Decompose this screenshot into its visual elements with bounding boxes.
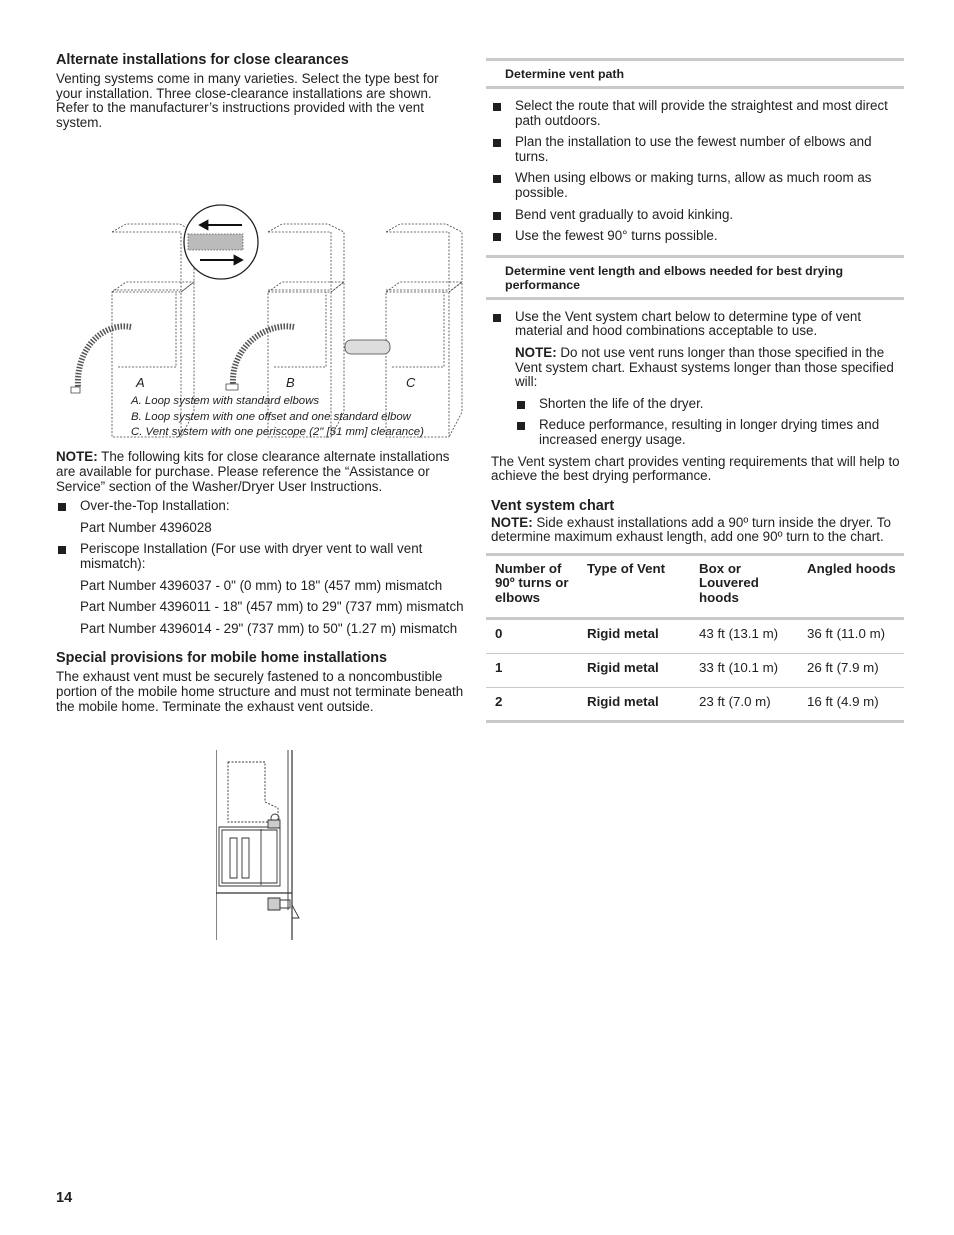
- cell-turns: 1: [486, 653, 578, 687]
- vent-path-item: Use the fewest 90° turns possible.: [491, 229, 904, 244]
- figure-label-a: A: [136, 375, 145, 391]
- vent-chart-heading: Vent system chart: [491, 497, 615, 514]
- periscope-part-3: Part Number 4396014 - 29" (737 mm) to 50" (1.27 m) mismatch: [80, 620, 458, 636]
- figure-captions: [131, 394, 424, 440]
- kit-over-the-top-part: Part Number 4396028: [80, 519, 212, 535]
- note-label: NOTE:: [515, 344, 557, 360]
- vent-system-table: [486, 553, 904, 723]
- note-text: The following kits for close clearance alternate installations are available for purchase. Please reference the “Assistance or Service” section of the Washer/Dryer User Instructions.: [56, 449, 450, 494]
- periscope-part-2: Part Number 4396011 - 18" (457 mm) to 29" (737 mm) mismatch: [80, 599, 464, 615]
- alternate-installations-intro: Venting systems come in many varieties. Select the type best for your installation. Three close-clearance installations are shown. Refer to the manufacturer’s instructions provided with the vent system.: [56, 71, 439, 130]
- cell-vent-type: Rigid metal: [578, 653, 690, 687]
- note-text: Side exhaust installations add a 90º turn inside the dryer. To determine maximum exhaust length, add one 90º turn to the chart.: [491, 514, 891, 545]
- figure-label-b: B: [286, 375, 295, 391]
- header-vent-type: Type of Vent: [578, 554, 690, 619]
- chart-intro: The Vent system chart provides venting requirements that will help to achieve the best drying performance.: [491, 453, 900, 484]
- vent-path-heading: Determine vent path: [505, 67, 625, 81]
- kits-note: [56, 450, 466, 494]
- vent-path-heading-box: [486, 58, 904, 89]
- cell-angled-hoods: 36 ft (11.0 m): [798, 619, 904, 654]
- cell-vent-type: Rigid metal: [578, 619, 690, 654]
- vent-path-item: Bend vent gradually to avoid kinking.: [491, 208, 904, 223]
- caption-b: B. Loop system with one offset and one standard elbow: [131, 410, 411, 423]
- kit-periscope: Periscope Installation (For use with dryer vent to wall vent mismatch):: [56, 542, 466, 571]
- table-header-row: [486, 554, 904, 619]
- vent-length-list: [486, 310, 904, 339]
- vent-path-item: When using elbows or making turns, allow as much room as possible.: [491, 171, 904, 200]
- kit-over-the-top: Over-the-Top Installation:: [56, 499, 466, 514]
- consequence-item: Reduce performance, resulting in longer drying times and increased energy usage.: [515, 418, 904, 447]
- right-column: [486, 58, 904, 723]
- cell-angled-hoods: 16 ft (4.9 m): [798, 687, 904, 722]
- table-row: [486, 653, 904, 687]
- consequence-item: Shorten the life of the dryer.: [515, 397, 904, 412]
- caption-c: C. Vent system with one periscope (2" [51 mm] clearance): [131, 425, 424, 438]
- header-box-hoods: Box or Louvered hoods: [690, 554, 798, 619]
- figure-label-c: C: [406, 375, 416, 391]
- cell-vent-type: Rigid metal: [578, 687, 690, 722]
- mobile-home-text: The exhaust vent must be securely fastened to a noncombustible portion of the mobile home structure and must not terminate beneath the mobile home. Terminate the exhaust vent outside.: [56, 669, 464, 714]
- vent-path-list: [486, 99, 904, 244]
- cell-turns: 0: [486, 619, 578, 654]
- consequences-list: [486, 397, 904, 448]
- close-clearance-figure: [56, 142, 466, 442]
- vent-path-item: Select the route that will provide the straightest and most direct path outdoors.: [491, 99, 904, 128]
- kits-list: [56, 499, 466, 514]
- note-label: NOTE:: [491, 514, 533, 530]
- alternate-installations-heading: Alternate installations for close clearances: [56, 52, 349, 68]
- cell-box-hoods: 43 ft (13.1 m): [690, 619, 798, 654]
- cell-angled-hoods: 26 ft (7.9 m): [798, 653, 904, 687]
- vent-chart-note: [486, 516, 904, 545]
- header-angled-hoods: Angled hoods: [798, 554, 904, 619]
- note-label: NOTE:: [56, 449, 98, 465]
- magnifier-detail: [184, 205, 258, 279]
- left-column: [56, 52, 466, 714]
- header-turns: Number of 90º turns or elbows: [486, 554, 578, 619]
- caption-a: A. Loop system with standard elbows: [131, 395, 320, 408]
- cell-box-hoods: 33 ft (10.1 m): [690, 653, 798, 687]
- mobile-home-heading: Special provisions for mobile home installations: [56, 650, 388, 667]
- table-row: [486, 619, 904, 654]
- vent-path-item: Plan the installation to use the fewest number of elbows and turns.: [491, 135, 904, 164]
- vent-length-note: [486, 346, 904, 390]
- cell-turns: 2: [486, 687, 578, 722]
- table-row: [486, 687, 904, 722]
- mobile-home-illustration: [216, 750, 316, 940]
- vent-length-heading: Determine vent length and elbows needed for best drying performance: [505, 263, 844, 292]
- cell-box-hoods: 23 ft (7.0 m): [690, 687, 798, 722]
- vent-length-heading-box: [486, 255, 904, 300]
- periscope-part-1: Part Number 4396037 - 0" (0 mm) to 18" (457 mm) mismatch: [80, 577, 443, 593]
- page-number: 14: [56, 1190, 73, 1206]
- note-text: Do not use vent runs longer than those specified in the Vent system chart. Exhaust systems longer than those specified will:: [515, 344, 894, 390]
- vent-length-item: Use the Vent system chart below to determine type of vent material and hood combinations acceptable to use.: [491, 310, 904, 339]
